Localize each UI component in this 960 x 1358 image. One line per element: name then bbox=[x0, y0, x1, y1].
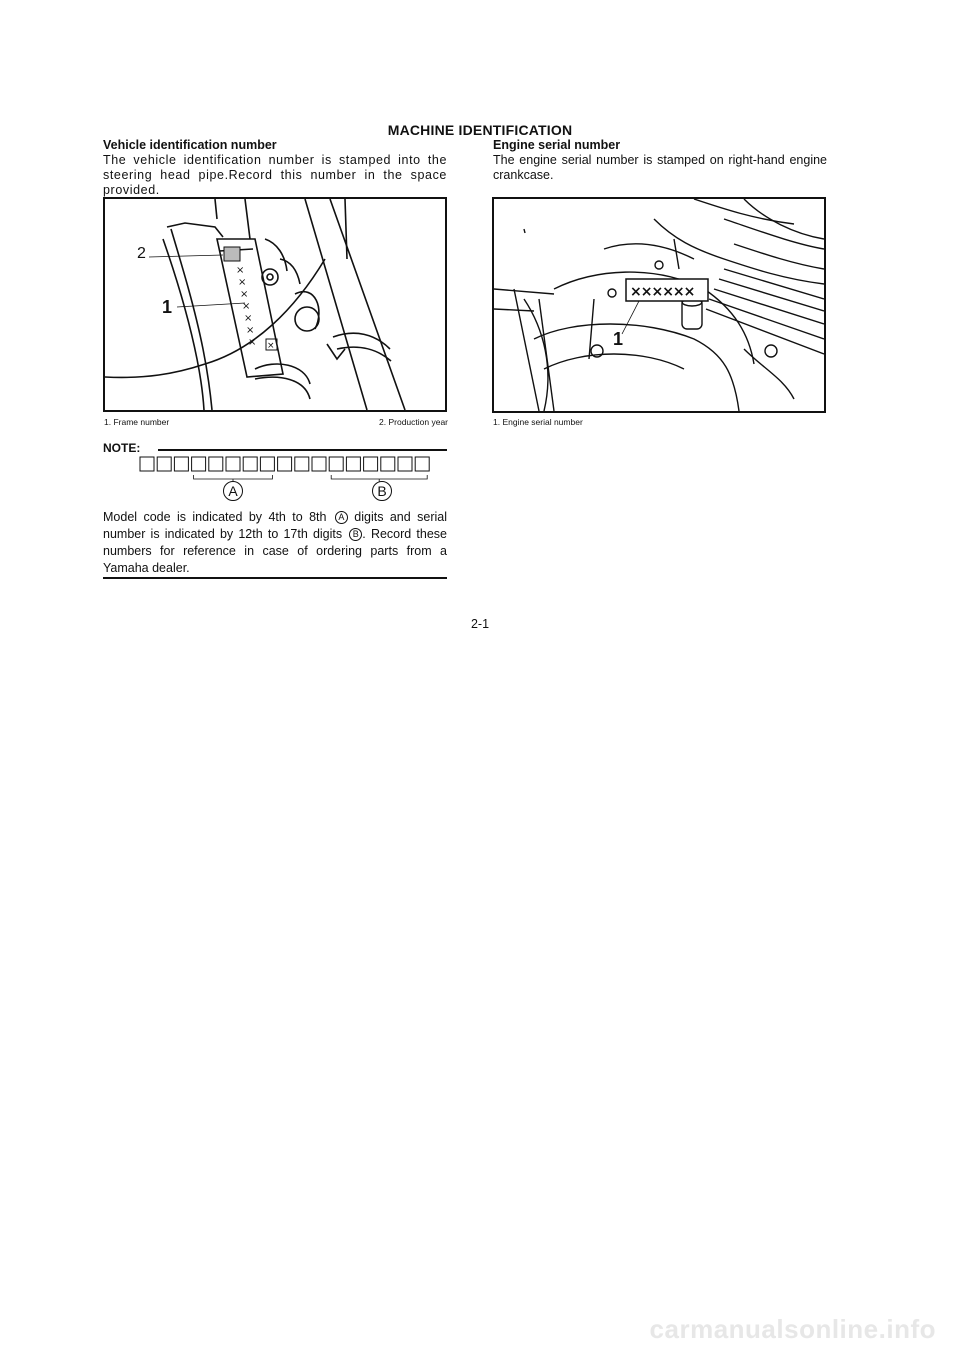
digit-box bbox=[312, 457, 326, 471]
vin-heading: Vehicle identification number bbox=[103, 138, 277, 152]
callout-2: 2 bbox=[137, 245, 146, 262]
note-rule bbox=[158, 449, 447, 451]
digit-box bbox=[329, 457, 343, 471]
ref-b-icon: B bbox=[349, 528, 362, 541]
page-number: 2-1 bbox=[470, 617, 490, 631]
svg-text:×: × bbox=[246, 325, 255, 336]
engine-serial-figure bbox=[492, 197, 826, 413]
digit-box bbox=[192, 457, 206, 471]
svg-text:×: × bbox=[238, 277, 247, 288]
vin-description: The vehicle identification number is stamped into the steering head pipe.Record this number in the space provided. bbox=[103, 153, 447, 197]
steering-head-illustration bbox=[105, 199, 445, 410]
watermark: carmanualsonline.info bbox=[649, 1314, 936, 1344]
digit-box bbox=[398, 457, 412, 471]
vin-digit-boxes bbox=[139, 455, 439, 515]
digit-box bbox=[243, 457, 257, 471]
svg-text:×: × bbox=[248, 337, 257, 348]
callout-1: 1 bbox=[162, 297, 173, 317]
svg-text:×: × bbox=[267, 341, 275, 351]
digit-box bbox=[278, 457, 292, 471]
engine-serial-section bbox=[493, 138, 827, 183]
engine-serial-description: The engine serial number is stamped on right-hand engine crankcase. bbox=[493, 153, 827, 182]
note-text-part1: Model code is indicated by 4th to 8th bbox=[103, 510, 333, 524]
digit-box bbox=[174, 457, 188, 471]
ref-a-icon: A bbox=[335, 511, 348, 524]
svg-text:×: × bbox=[240, 289, 249, 300]
svg-text:×: × bbox=[242, 301, 251, 312]
bracket-label-a: A bbox=[223, 481, 243, 501]
svg-text:××××××: ×××××× bbox=[630, 284, 695, 300]
frame-number-figure bbox=[103, 197, 447, 412]
digit-box bbox=[209, 457, 223, 471]
note-label: NOTE: bbox=[103, 441, 141, 455]
digit-box bbox=[157, 457, 171, 471]
caption-frame-number: 1. Frame number bbox=[104, 417, 170, 427]
engine-serial-heading: Engine serial number bbox=[493, 138, 621, 152]
digit-box bbox=[381, 457, 395, 471]
digit-box bbox=[140, 457, 154, 471]
digit-box bbox=[415, 457, 429, 471]
svg-text:×: × bbox=[244, 313, 253, 324]
digit-box bbox=[364, 457, 378, 471]
bracket-label-b: B bbox=[372, 481, 392, 501]
vin-section bbox=[103, 138, 447, 198]
note-text-part3: . Record these numbers for reference in case of ordering parts from a Yamaha dealer. bbox=[103, 527, 447, 575]
note-end-rule bbox=[103, 577, 447, 579]
note-text bbox=[103, 509, 447, 577]
crankcase-illustration bbox=[494, 199, 824, 411]
note-text-part2: digits and serial number is indicated by 12th to 17th digits bbox=[103, 510, 447, 541]
digit-box bbox=[260, 457, 274, 471]
caption-engine-serial: 1. Engine serial number bbox=[493, 417, 583, 427]
callout-engine-1: 1 bbox=[613, 329, 624, 349]
digit-box bbox=[226, 457, 240, 471]
svg-text:×: × bbox=[236, 265, 245, 276]
page-title: MACHINE IDENTIFICATION bbox=[387, 122, 573, 138]
caption-production-year: 2. Production year bbox=[379, 417, 448, 427]
digit-box bbox=[346, 457, 360, 471]
digit-boxes-diagram bbox=[139, 455, 439, 515]
digit-box bbox=[295, 457, 309, 471]
